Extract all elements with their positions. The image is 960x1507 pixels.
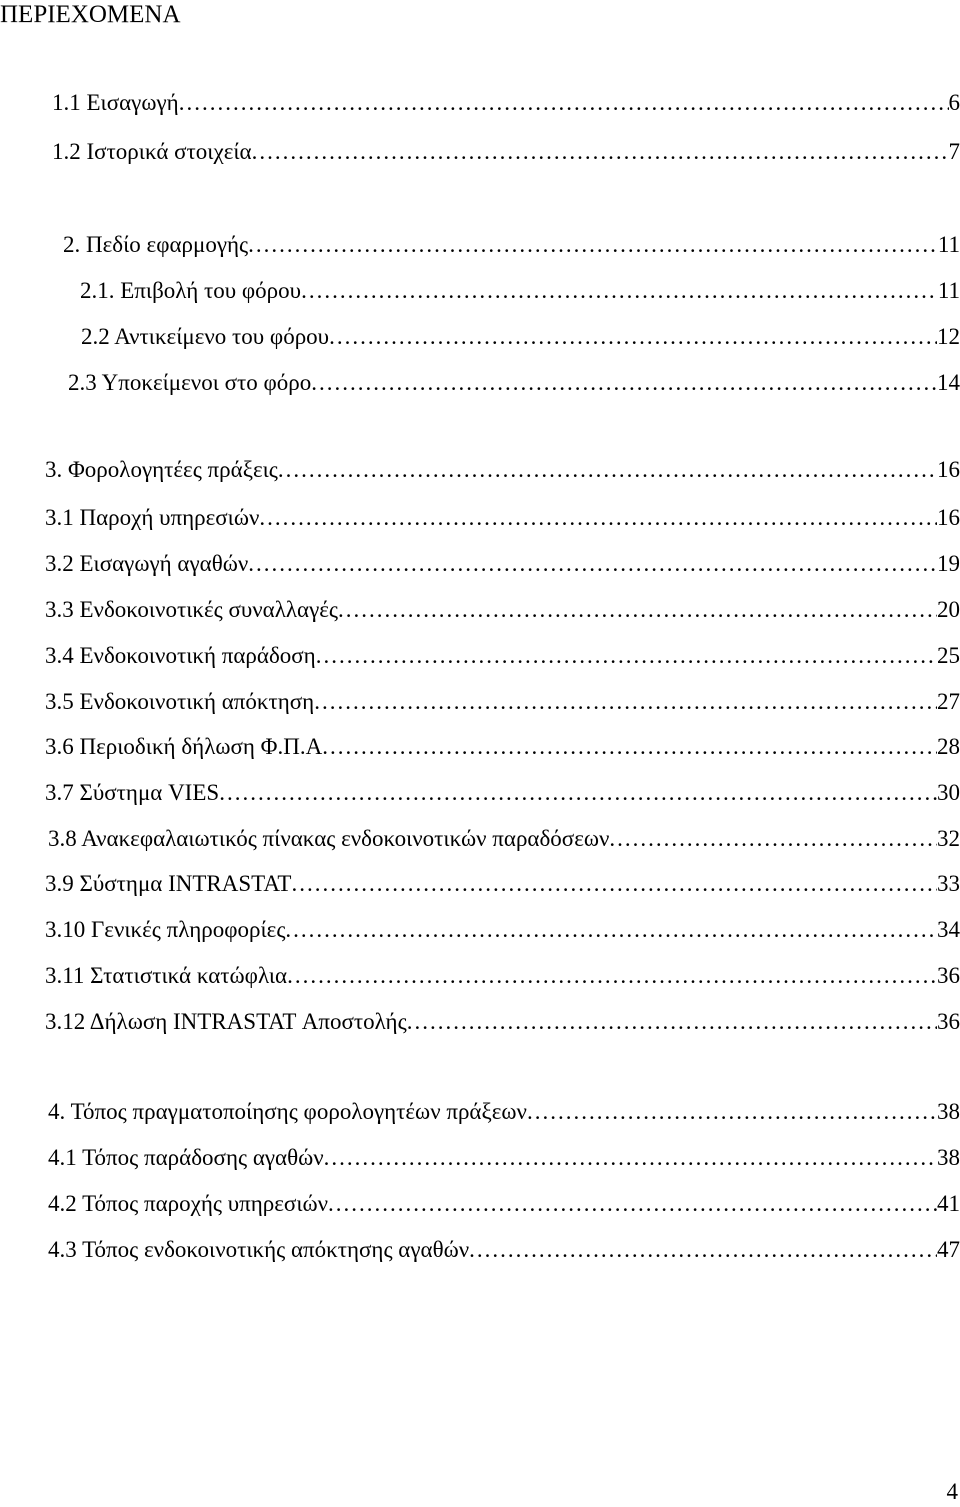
toc-leader (328, 1189, 937, 1219)
toc-leader (329, 322, 937, 352)
toc-entry-page: 34 (937, 917, 960, 942)
toc-leader (316, 641, 937, 671)
toc-leader (407, 1007, 937, 1037)
toc-entry[interactable] (45, 869, 960, 899)
toc-entry[interactable] (68, 368, 960, 398)
toc-leader (287, 961, 937, 991)
toc-leader (324, 1143, 937, 1173)
toc-entry-page: 47 (937, 1237, 960, 1262)
toc-leader (278, 455, 937, 485)
toc-entry-page: 19 (937, 551, 960, 576)
toc-entry-page: 16 (937, 457, 960, 482)
toc-entry[interactable] (45, 915, 960, 945)
toc-entry-title: 3.2 Εισαγωγή αγαθών (45, 551, 249, 576)
toc-entry-title: 3.4 Ενδοκοινοτική παράδοση (45, 643, 316, 668)
toc-entry[interactable] (48, 1235, 960, 1265)
toc-leader (527, 1097, 937, 1127)
toc-entry-page: 33 (937, 871, 960, 896)
toc-leader (219, 778, 937, 808)
toc-entry-page: 25 (937, 643, 960, 668)
toc-entry[interactable] (45, 549, 960, 579)
toc-leader (301, 276, 938, 306)
toc-leader (291, 869, 937, 899)
toc-entry-page: 38 (937, 1099, 960, 1124)
toc-entry-title: 3.5 Ενδοκοινοτική απόκτηση (45, 689, 315, 714)
toc-entry-page: 41 (937, 1191, 960, 1216)
page-number: 4 (946, 1479, 958, 1504)
toc-entry-title: 3.3 Ενδοκοινοτικές συναλλαγές (45, 597, 339, 622)
toc-entry-page: 28 (937, 734, 960, 759)
toc-leader (252, 137, 949, 167)
toc-entry-title: 2.3 Υποκείμενοι στο φόρο (68, 370, 312, 395)
toc-entry[interactable] (45, 732, 960, 762)
toc-entry[interactable] (45, 595, 960, 625)
toc-leader (259, 503, 937, 533)
toc-entry-page: 27 (937, 689, 960, 714)
toc-leader (322, 732, 937, 762)
toc-entry-page: 14 (937, 370, 960, 395)
toc-entry[interactable] (45, 455, 960, 485)
toc-entry-title: 3.1 Παροχή υπηρεσιών (45, 505, 260, 530)
toc-entry[interactable] (52, 88, 960, 118)
toc-entry[interactable] (48, 824, 960, 854)
toc-entry-title: 3.8 Ανακεφαλαιωτικός πίνακας ενδοκοινοτικών παραδόσεων (48, 826, 610, 851)
toc-entry-page: 16 (937, 505, 960, 530)
toc-entry[interactable] (80, 276, 960, 306)
toc-entry-page: 36 (937, 1009, 960, 1034)
toc-leader (311, 368, 937, 398)
toc-entry[interactable] (45, 961, 960, 991)
toc-entry-title: 1.1 Εισαγωγή (52, 90, 179, 115)
toc-entry-title: 4.2 Τόπος παροχής υπηρεσιών (48, 1191, 329, 1216)
toc-entry-page: 7 (948, 139, 960, 164)
toc-leader (469, 1235, 937, 1265)
page-title: ΠΕΡΙΕΧΟΜΕΝΑ (0, 1, 181, 28)
toc-entry-title: 1.2 Ιστορικά στοιχεία (52, 139, 252, 164)
toc-entry-title: 3.10 Γενικές πληροφορίες (45, 917, 286, 942)
toc-entry-title: 3.6 Περιοδική δήλωση Φ.Π.Α (45, 734, 323, 759)
toc-entry[interactable] (45, 503, 960, 533)
toc-entry-title: 4. Τόπος πραγματοποίησης φορολογητέων πράξεων (48, 1099, 527, 1124)
toc-entry-title: 3. Φορολογητέες πράξεις (45, 457, 278, 482)
toc-leader (338, 595, 937, 625)
toc-entry-title: 2.2 Αντικείμενο του φόρου (81, 324, 330, 349)
toc-entry-page: 38 (937, 1145, 960, 1170)
toc-entry[interactable] (63, 230, 960, 260)
toc-leader (179, 88, 949, 118)
toc-entry-page: 20 (937, 597, 960, 622)
toc-entry-title: 2.1. Επιβολή του φόρου (80, 278, 302, 303)
toc-leader (248, 230, 938, 260)
toc-entry[interactable] (48, 1143, 960, 1173)
toc-entry-page: 12 (937, 324, 960, 349)
toc-entry-title: 4.3 Τόπος ενδοκοινοτικής απόκτησης αγαθών (48, 1237, 470, 1262)
toc-entry-title: 4.1 Τόπος παράδοσης αγαθών (48, 1145, 324, 1170)
toc-entry-page: 36 (937, 963, 960, 988)
toc-entry-title: 3.11 Στατιστικά κατώφλια (45, 963, 288, 988)
toc-entry[interactable] (48, 1097, 960, 1127)
toc-leader (248, 549, 937, 579)
toc-entry-page: 32 (937, 826, 960, 851)
toc-entry[interactable] (52, 137, 960, 167)
toc-entry[interactable] (45, 687, 960, 717)
toc-entry-page: 6 (948, 90, 960, 115)
toc-leader (285, 915, 937, 945)
toc-entry-page: 11 (937, 278, 960, 303)
toc-entry-page: 30 (937, 780, 960, 805)
toc-entry-title: 3.7 Σύστημα VIES (45, 780, 220, 805)
toc-entry-title: 2. Πεδίο εφαρμογής (63, 232, 249, 257)
toc-entry[interactable] (45, 641, 960, 671)
toc-entry-title: 3.12 Δήλωση INTRASTAT Αποστολής (45, 1009, 407, 1034)
toc-leader (609, 824, 937, 854)
toc-entry-title: 3.9 Σύστημα INTRASTAT (45, 871, 292, 896)
toc-entry[interactable] (45, 778, 960, 808)
toc-entry[interactable] (45, 1007, 960, 1037)
toc-leader (314, 687, 937, 717)
toc-entry[interactable] (48, 1189, 960, 1219)
toc-entry[interactable] (81, 322, 960, 352)
toc-entry-page: 11 (937, 232, 960, 257)
